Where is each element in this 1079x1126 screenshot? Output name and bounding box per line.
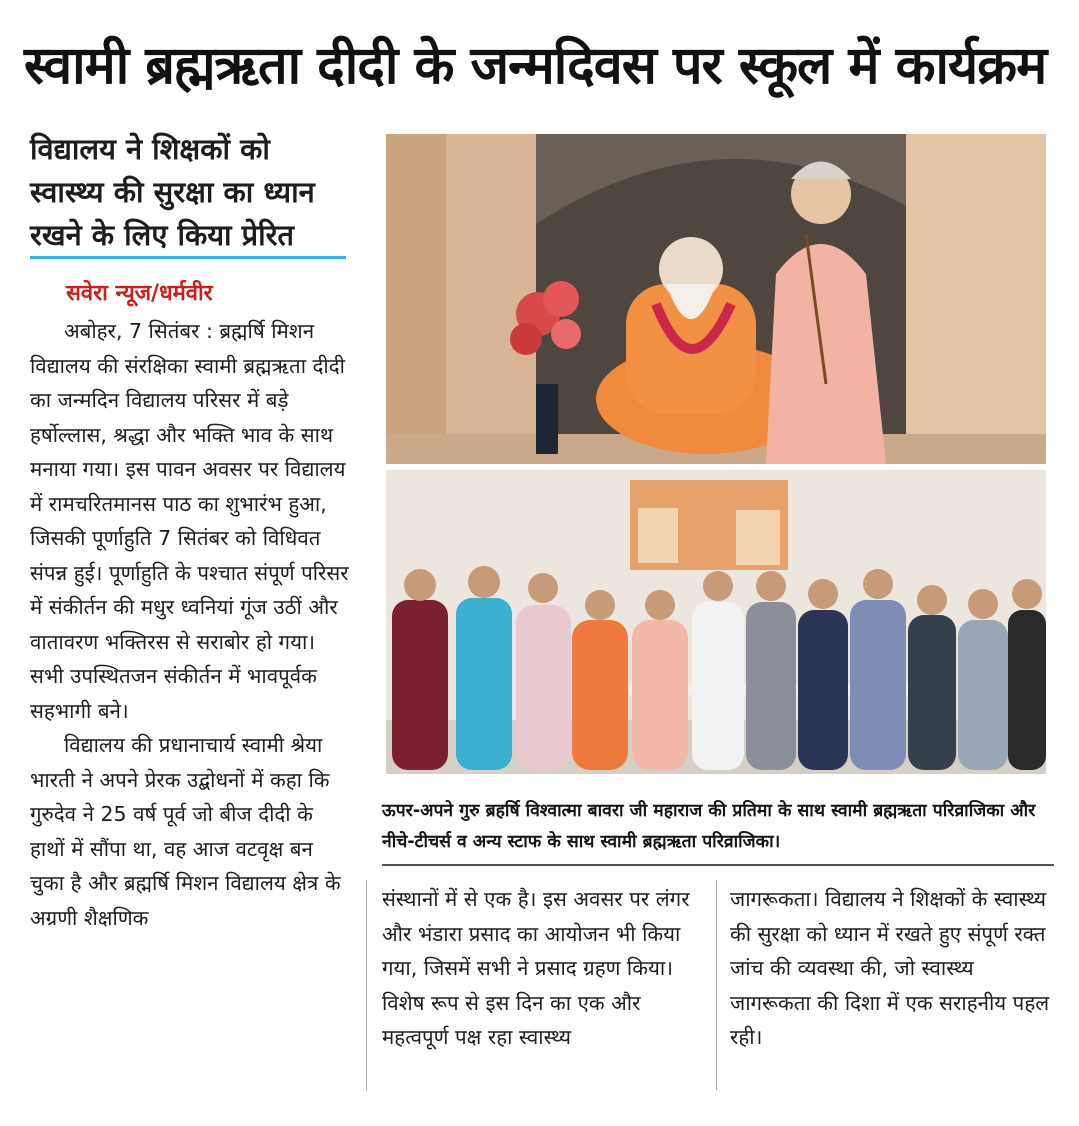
photo-group-staff <box>386 470 1046 774</box>
article-column-3 <box>730 882 1060 1055</box>
article-paragraph-3: संस्थानों में से एक है। इस अवसर पर लंगर और भंडारा प्रसाद का आयोजन भी किया गया, जिसमें सभी ने प्रसाद ग्रहण किया। विशेष रूप से इस दिन का एक और महत्वपूर्ण पक्ष रहा स्वास्थ्य <box>382 887 690 1049</box>
photo-caption: ऊपर-अपने गुरु ब्रहर्षि विश्वात्मा बावरा जी महाराज की प्रतिमा के साथ स्वामी ब्रह्मऋता परिव्राजिका और नीचे-टीचर्स व अन्य स्टाफ के साथ स्वामी ब्रह्मऋता परिव्राजिका। <box>382 801 1036 852</box>
column-divider <box>716 880 717 1090</box>
byline: सवेरा न्यूज/धर्मवीर <box>66 281 213 306</box>
article-paragraph-4: जागरूकता। विद्यालय ने शिक्षकों के स्वास्थ्य की सुरक्षा को ध्यान में रखते हुए संपूर्ण रक्त जांच की व्यवस्था की, जो स्वास्थ्य जागरूकता की दिशा में एक सराहनीय पहल रही। <box>730 887 1050 1049</box>
article-column-1 <box>30 314 352 935</box>
column-divider <box>366 880 367 1090</box>
subheadline-rule <box>30 256 346 259</box>
article-paragraph-2: विद्यालय की प्रधानाचार्य स्वामी श्रेया भारती ने अपने प्रेरक उद्बोधनों में कहा कि गुरुदेव ने 25 वर्ष पूर्व जो बीज दीदी के हाथों में सौंपा था, वह आज वटवृक्ष बन चुका है और ब्रह्मर्षि मिशन विद्यालय क्षेत्र के अग्रणी शैक्षणिक <box>30 733 341 930</box>
photo-statue-and-swami <box>386 134 1046 464</box>
article-column-2 <box>382 882 704 1055</box>
subheadline: विद्यालय ने शिक्षकों को स्वास्थ्य की सुरक्षा का ध्यान रखने के लिए किया प्रेरित <box>30 132 315 252</box>
headline: स्वामी ब्रह्मऋता दीदी के जन्मदिवस पर स्कूल में कार्यक्रम <box>24 36 1047 96</box>
photo-group-illustration <box>386 470 1046 774</box>
article-paragraph-1: अबोहर, 7 सितंबर : ब्रह्मर्षि मिशन विद्यालय की संरक्षिका स्वामी ब्रह्मऋता दीदी का जन्मदिन विद्यालय परिसर में बड़े हर्षोल्लास, श्रद्धा और भक्ति भाव के साथ मनाया गया। इस पावन अवसर पर विद्यालय में रामचरितमानस पाठ का शुभारंभ हुआ, जिसकी पूर्णाहुति 7 सितंबर को विधिवत संपन्न हुई। पूर्णाहुति के पश्चात संपूर्ण परिसर में संकीर्तन की मधुर ध्वनियां गूंज उठीं और वातावरण भक्तिरस से सराबोर हो गया। सभी उपस्थितजन संकीर्तन में भावपूर्वक सहभागी बने। <box>30 319 349 723</box>
caption-rule <box>382 864 1054 866</box>
photo-statue-illustration <box>386 134 1046 464</box>
